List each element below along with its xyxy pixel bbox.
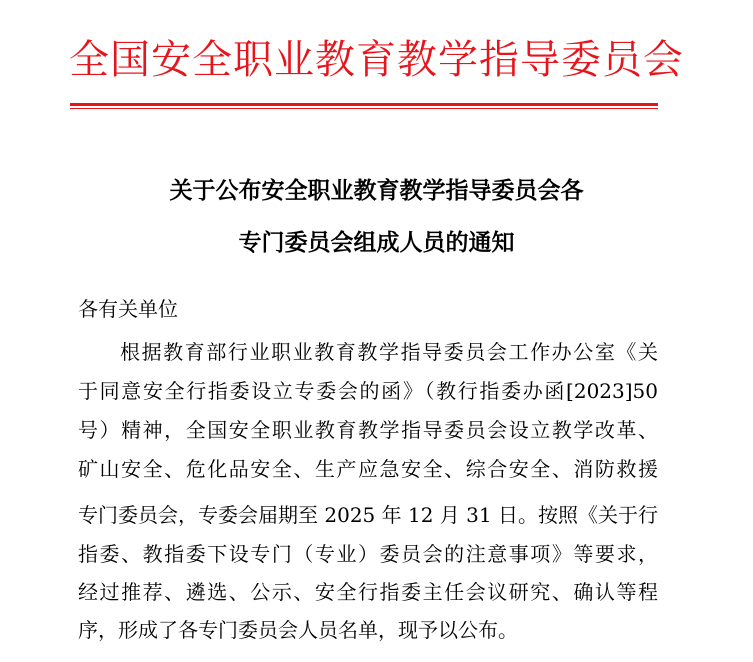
body-line: 号）精神，全国安全职业教育教学指导委员会设立教学改革、: [78, 418, 658, 442]
body-line: 矿山安全、危化品安全、生产应急安全、综合安全、消防救援: [78, 457, 658, 481]
body-line: 经过推荐、遴选、公示、安全行指委主任会议研究、确认等程: [78, 580, 658, 604]
organization-letterhead: 全国安全职业教育教学指导委员会: [69, 37, 684, 83]
body-line: 根据教育部行业职业教育教学指导委员会工作办公室《关: [120, 340, 658, 364]
document-title-line-1: 关于公布安全职业教育教学指导委员会各: [169, 178, 584, 204]
body-line: 指委、教指委下设专门（专业）委员会的注意事项》等要求，: [78, 542, 658, 566]
letterhead-rule-thin: [70, 108, 658, 109]
body-line: 专门委员会，专委会届期至 2025 年 12 月 31 日。按照《关于行: [78, 503, 658, 527]
body-line: 于同意安全行指委设立专委会的函》（教行指委办函[2023]50: [78, 379, 658, 403]
body-line: 序，形成了各专门委员会人员名单，现予以公布。: [78, 618, 518, 642]
document-title-line-2: 专门委员会组成人员的通知: [238, 230, 515, 256]
letterhead-rule-thick: [70, 103, 658, 106]
salutation: 各有关单位: [78, 297, 178, 321]
